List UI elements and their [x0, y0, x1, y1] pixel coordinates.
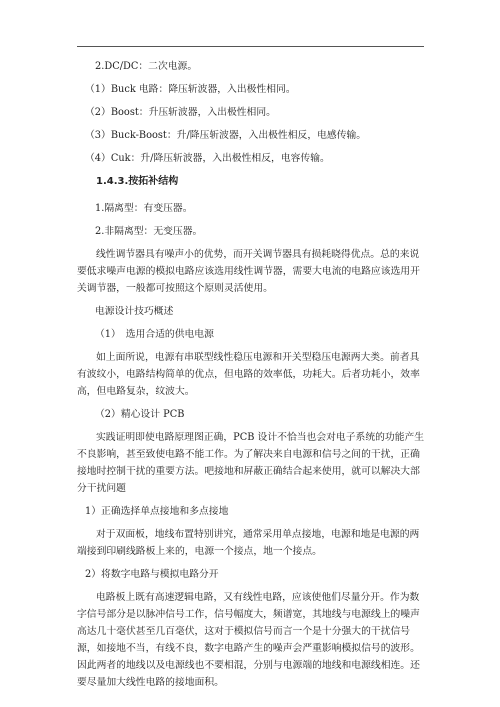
paragraph-grounding-title: 1）正确选择单点接地和多点接地 [85, 506, 229, 517]
paragraph-isolated: 1.隔离型：有变压器。 [95, 203, 193, 214]
section-heading: 1.4.3.按拓补结构 [96, 176, 179, 187]
paragraph-linear-vs-switching: 线性调节器具有噪声小的优势，而开关调节器具有损耗晓得优点。总的来说要低求噪声电源的模拟电路应该选用线性调节器，需要大电流的电路应该选用开关调节器，一般都可按照这个原则灵活使用。 [77, 249, 420, 294]
paragraph-step-1: （1） 选用合适的供电电源 [95, 329, 214, 340]
list-item-buck-boost: （3）Buck-Boost：升/降压斩波器，入出极性相反，电感传输。 [85, 130, 367, 141]
paragraph-non-isolated: 2.非隔离型：无变压器。 [95, 226, 203, 237]
document-body [77, 58, 427, 697]
paragraph-grounding: 对于双面板，地线布置特别讲究，通常采用单点接地，电源和地是电源的两端接到印刷线路板上来的，电源一个接点，地一个接点。 [77, 529, 420, 557]
paragraph-step-2: （2）精心设计 PCB [95, 409, 185, 420]
paragraph-dcdc: 2.DC/DC：二次电源。 [95, 61, 198, 72]
paragraph-power-types: 如上面所说，电源有串联型线性稳压电源和开关型稳压电源两大类。前者具有波纹小，电路结构简单的优点，但电路的效率低，功耗大。后者功耗小，效率高，但电路复杂，纹波大。 [77, 352, 420, 397]
list-item-buck: （1）Buck 电路：降压斩波器，入出极性相同。 [85, 84, 296, 95]
paragraph-separation-title: 2）将数字电路与模拟电路分开 [85, 569, 219, 580]
paragraph-separation: 电路板上既有高速逻辑电路，又有线性电路，应该使他们尽量分开。作为数字信号部分是以脉冲信号工作，信号幅度大，频谱宽，其地线与电源线上的噪声高达几十毫伏甚至几百毫伏，这对于模拟信号而言一个是十分强大的干扰信号源，如接地不当，有线不良，数字电路产生的噪声会严重影响模拟信号的波形。因此两者的地线以及电源线也不要相混，分别与电源端的地线和电源线相连。还要尽量加大线性电路的接地面积。 [77, 592, 420, 688]
header-rule [77, 46, 424, 47]
list-item-boost: （2）Boost：升压斩波器，入出极性相同。 [85, 107, 276, 118]
paragraph-pcb-design: 实践证明即使电路原理图正确，PCB 设计不恰当也会对电子系统的功能产生不良影响，甚至致使电路不能工作。为了解决来自电源和信号之间的干扰，正确接地时控制干扰的重要方法。吧接地和屏蔽正确结合起来使用，就可以解决大部分干扰问题 [77, 432, 425, 494]
paragraph-overview-title: 电源设计技巧概述 [95, 306, 174, 317]
list-item-cuk: （4）Cuk：升/降压斩波器，入出极性相反，电容传输。 [85, 153, 330, 164]
